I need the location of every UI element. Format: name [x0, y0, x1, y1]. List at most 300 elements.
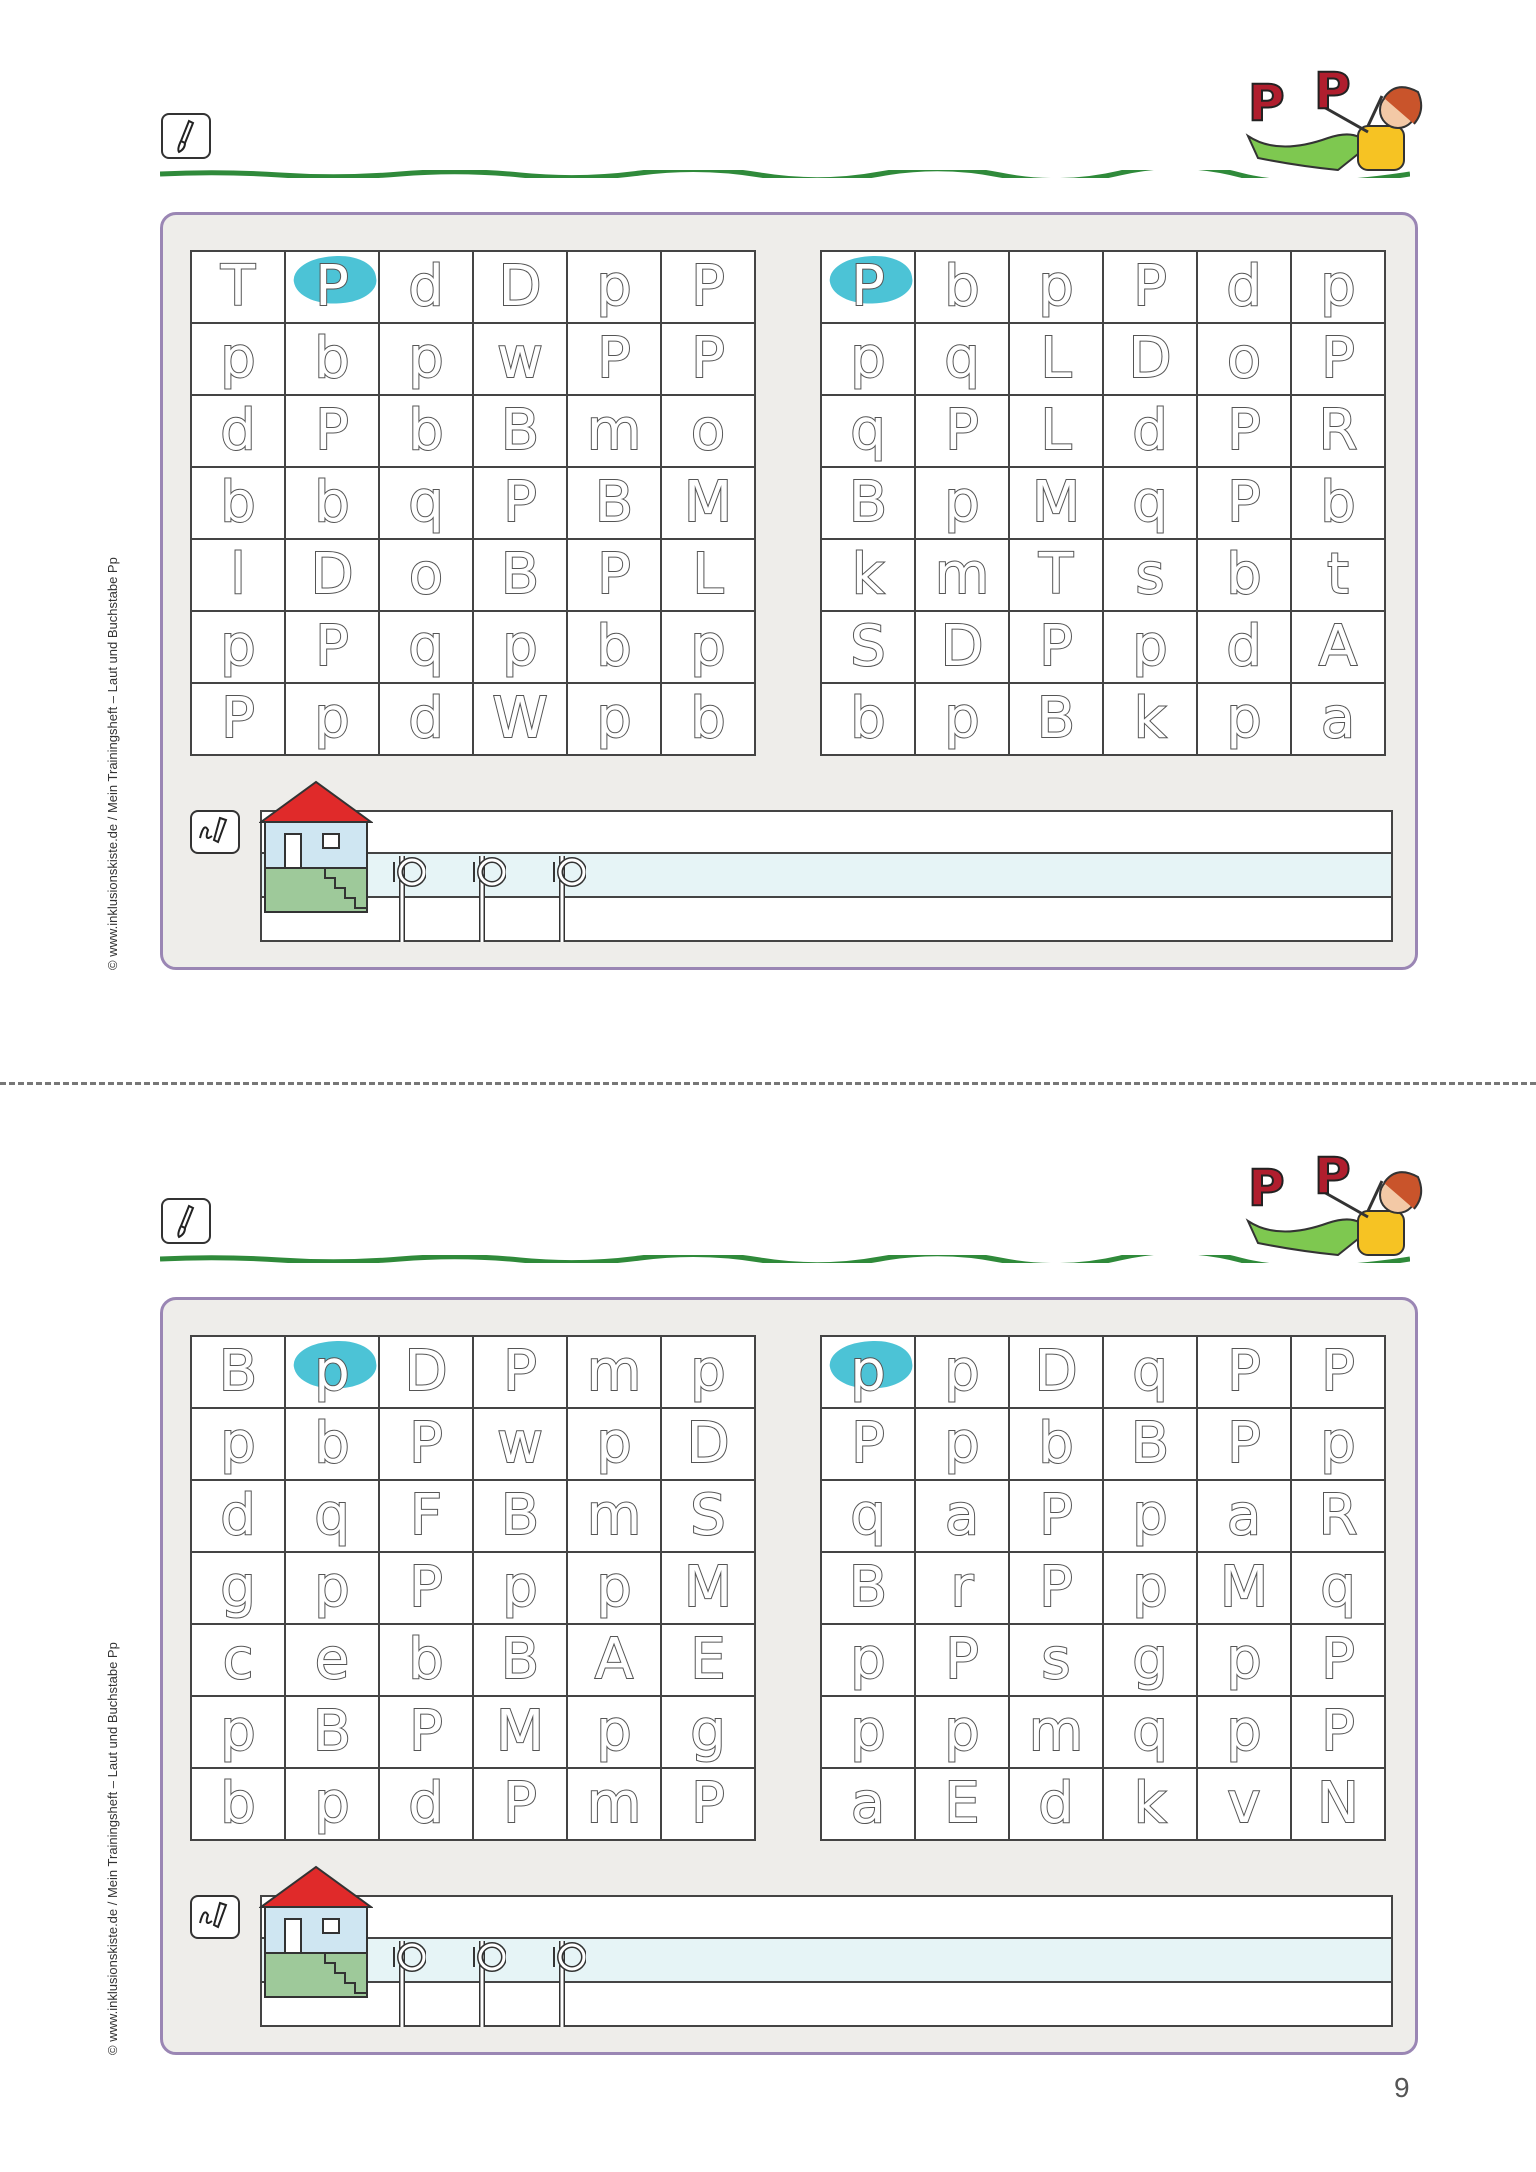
letter-cell[interactable] — [568, 684, 662, 756]
letter-cell[interactable] — [380, 1697, 474, 1769]
letter-cell[interactable] — [916, 1625, 1010, 1697]
letter-cell[interactable] — [474, 324, 568, 396]
letter: p — [944, 686, 980, 751]
letter: p — [690, 614, 726, 679]
letter-cell[interactable] — [916, 684, 1010, 756]
letter-cell[interactable] — [1010, 396, 1104, 468]
letter: L — [1040, 326, 1072, 391]
letter: p — [1132, 1483, 1168, 1548]
letter-cell[interactable] — [1292, 1625, 1386, 1697]
letter: c — [222, 1627, 254, 1692]
letter-cell[interactable] — [1010, 1769, 1104, 1841]
letter-cell[interactable] — [822, 1553, 916, 1625]
letter-cell[interactable] — [1104, 684, 1198, 756]
letter: P — [1039, 1555, 1073, 1620]
letter-cell[interactable] — [1198, 468, 1292, 540]
letter-cell[interactable] — [1104, 1769, 1198, 1841]
letter-cell[interactable] — [822, 324, 916, 396]
letter-cell[interactable] — [192, 468, 286, 540]
letter: M — [1219, 1555, 1269, 1620]
letter-cell[interactable] — [1292, 1553, 1386, 1625]
letter: B — [500, 542, 540, 607]
letter-cell[interactable] — [568, 1553, 662, 1625]
letter-cell[interactable] — [1198, 1481, 1292, 1553]
letter-cell[interactable] — [1104, 1697, 1198, 1769]
letter: p — [314, 1771, 350, 1836]
letter-cell[interactable] — [192, 1697, 286, 1769]
letter-cell[interactable] — [286, 396, 380, 468]
letter-cell[interactable] — [192, 324, 286, 396]
letter-cell[interactable] — [1104, 1625, 1198, 1697]
letter-cell[interactable] — [474, 252, 568, 324]
letter: F — [409, 1483, 443, 1548]
tracing-p-icon — [550, 1937, 586, 2029]
letter-cell[interactable] — [1104, 1337, 1198, 1409]
letter: p — [1226, 1627, 1262, 1692]
letter-cell[interactable] — [380, 324, 474, 396]
house-icon — [259, 780, 373, 942]
letter-cell[interactable] — [474, 612, 568, 684]
letter: P — [1227, 398, 1261, 463]
letter: L — [1040, 398, 1072, 463]
letter-cell[interactable] — [822, 1625, 916, 1697]
letter-cell[interactable] — [474, 1697, 568, 1769]
letter: q — [1132, 1339, 1168, 1404]
letter: P — [221, 686, 255, 751]
letter: B — [848, 1555, 888, 1620]
letter: b — [220, 470, 256, 535]
letter-cell[interactable] — [1010, 540, 1104, 612]
letter-cell[interactable] — [1104, 468, 1198, 540]
letter: p — [502, 614, 538, 679]
letter: B — [594, 470, 634, 535]
letter: P — [315, 398, 349, 463]
letter-cell[interactable] — [822, 1481, 916, 1553]
letter: p — [1132, 614, 1168, 679]
letter-cell[interactable] — [1292, 612, 1386, 684]
letter: P — [1321, 1627, 1355, 1692]
letter: p — [850, 1627, 886, 1692]
letter: p — [850, 1699, 886, 1764]
letter-cell[interactable] — [822, 1769, 916, 1841]
letter: B — [500, 1627, 540, 1692]
letter: P — [409, 1555, 443, 1620]
letter-cell[interactable] — [822, 540, 916, 612]
letter-cell[interactable] — [380, 1769, 474, 1841]
letter-cell[interactable] — [916, 1769, 1010, 1841]
letter: d — [1132, 398, 1168, 463]
letter: D — [1128, 326, 1172, 391]
page-number: 9 — [1394, 2072, 1410, 2103]
letter: t — [1327, 542, 1349, 607]
letter-cell[interactable] — [474, 1409, 568, 1481]
letter: b — [314, 1411, 350, 1476]
letter: D — [404, 1339, 448, 1404]
letter-cell[interactable] — [1010, 324, 1104, 396]
letter-cell[interactable] — [916, 612, 1010, 684]
letter: P — [1133, 254, 1167, 319]
mascot-letter-2: P — [1314, 66, 1351, 120]
letter: p — [1320, 254, 1356, 319]
letter: P — [503, 1339, 537, 1404]
letter: b — [314, 470, 350, 535]
letter: b — [1038, 1411, 1074, 1476]
letter-cell[interactable] — [1010, 1697, 1104, 1769]
letter: o — [690, 398, 726, 463]
letter-cell[interactable] — [1104, 252, 1198, 324]
letter-cell[interactable] — [474, 1337, 568, 1409]
letter-cell[interactable] — [1292, 540, 1386, 612]
letter-cell[interactable] — [568, 396, 662, 468]
letter-cell[interactable] — [1292, 1409, 1386, 1481]
letter-cell[interactable] — [286, 324, 380, 396]
letter-cell[interactable] — [1198, 1697, 1292, 1769]
brush-icon — [161, 1198, 211, 1244]
letter-cell[interactable] — [286, 612, 380, 684]
letter-cell[interactable] — [1104, 1481, 1198, 1553]
letter: l — [230, 542, 246, 607]
mascot-letter-2: P — [1314, 1151, 1351, 1205]
letter-cell[interactable] — [1010, 1409, 1104, 1481]
letter: m — [586, 1771, 642, 1836]
letter: p — [850, 1339, 886, 1404]
letter-cell[interactable] — [474, 540, 568, 612]
letter-cell[interactable] — [662, 1409, 756, 1481]
letter-cell[interactable] — [916, 468, 1010, 540]
letter-cell[interactable] — [1292, 396, 1386, 468]
letter-cell[interactable] — [474, 1625, 568, 1697]
letter-cell[interactable] — [568, 1409, 662, 1481]
letter-cell[interactable] — [662, 1553, 756, 1625]
letter: p — [220, 326, 256, 391]
letter: w — [497, 1411, 543, 1476]
letter: b — [220, 1771, 256, 1836]
letter: b — [690, 686, 726, 751]
letter: W — [492, 686, 548, 751]
letter-grid — [190, 250, 756, 756]
letter-cell[interactable] — [822, 252, 916, 324]
letter: P — [1321, 326, 1355, 391]
letter-cell[interactable] — [822, 612, 916, 684]
letter-cell[interactable] — [192, 1553, 286, 1625]
letter-cell[interactable] — [1010, 1625, 1104, 1697]
letter-cell[interactable] — [1198, 1337, 1292, 1409]
letter-cell[interactable] — [380, 1409, 474, 1481]
brush-icon — [161, 113, 211, 159]
letter-cell[interactable] — [1292, 684, 1386, 756]
letter-cell[interactable] — [380, 252, 474, 324]
letter-cell[interactable] — [286, 1553, 380, 1625]
letter: R — [1318, 1483, 1358, 1548]
copyright-text: © www.inklusionskiste.de / Mein Trainingsheft – Laut und Buchstabe Pp — [105, 557, 120, 970]
letter-cell[interactable] — [192, 1409, 286, 1481]
letter: d — [408, 254, 444, 319]
letter-grid — [820, 1335, 1386, 1841]
letter-cell[interactable] — [286, 540, 380, 612]
letter-cell[interactable] — [380, 396, 474, 468]
letter: b — [850, 686, 886, 751]
letter-cell[interactable] — [286, 1625, 380, 1697]
letter: P — [691, 254, 725, 319]
letter-cell[interactable] — [662, 252, 756, 324]
letter: e — [314, 1627, 350, 1692]
letter-cell[interactable] — [916, 324, 1010, 396]
letter-cell[interactable] — [1104, 1409, 1198, 1481]
letter-cell[interactable] — [1292, 324, 1386, 396]
letter: S — [850, 614, 886, 679]
letter-cell[interactable] — [1198, 1553, 1292, 1625]
writing-band — [262, 1937, 1391, 1983]
letter-cell[interactable] — [1104, 540, 1198, 612]
letter: D — [1034, 1339, 1078, 1404]
letter: P — [1039, 1483, 1073, 1548]
letter-cell[interactable] — [192, 252, 286, 324]
exercise-panel — [160, 212, 1418, 970]
letter-cell[interactable] — [822, 396, 916, 468]
letter-cell[interactable] — [662, 396, 756, 468]
letter-cell[interactable] — [822, 468, 916, 540]
letter: p — [220, 1411, 256, 1476]
letter-cell[interactable] — [916, 1337, 1010, 1409]
letter-cell[interactable] — [474, 468, 568, 540]
letter: p — [944, 1411, 980, 1476]
letter: D — [498, 254, 542, 319]
letter: P — [597, 326, 631, 391]
letter-cell[interactable] — [380, 468, 474, 540]
letter-cell[interactable] — [916, 1697, 1010, 1769]
letter-cell[interactable] — [822, 1337, 916, 1409]
letter-cell[interactable] — [474, 1553, 568, 1625]
letter: p — [1226, 1699, 1262, 1764]
letter-cell[interactable] — [1292, 1769, 1386, 1841]
letter-cell[interactable] — [568, 252, 662, 324]
letter: P — [691, 1771, 725, 1836]
letter: A — [594, 1627, 634, 1692]
letter-cell[interactable] — [662, 540, 756, 612]
letter-cell[interactable] — [1198, 252, 1292, 324]
writing-band — [262, 852, 1391, 898]
letter: q — [408, 614, 444, 679]
letter-cell[interactable] — [568, 1625, 662, 1697]
letter-cell[interactable] — [1010, 684, 1104, 756]
letter: p — [220, 614, 256, 679]
letter-cell[interactable] — [474, 684, 568, 756]
letter: s — [1041, 1627, 1071, 1692]
letter: P — [315, 614, 349, 679]
letter: d — [1226, 254, 1262, 319]
letter-cell[interactable] — [1010, 612, 1104, 684]
letter: p — [596, 254, 632, 319]
letter-cell[interactable] — [380, 1481, 474, 1553]
letter-cell[interactable] — [380, 1553, 474, 1625]
letter: D — [310, 542, 354, 607]
worksheet-top — [0, 0, 1536, 1000]
letter: M — [683, 1555, 733, 1620]
letter-cell[interactable] — [1292, 1337, 1386, 1409]
letter-cell[interactable] — [1198, 1769, 1292, 1841]
letter-cell[interactable] — [1104, 324, 1198, 396]
letter-cell[interactable] — [380, 1337, 474, 1409]
letter: A — [1318, 614, 1358, 679]
letter: p — [314, 686, 350, 751]
letter: p — [1038, 254, 1074, 319]
letter-cell[interactable] — [568, 540, 662, 612]
letter-cell[interactable] — [1292, 1481, 1386, 1553]
letter: E — [944, 1771, 980, 1836]
letter-cell[interactable] — [286, 684, 380, 756]
letter-cell[interactable] — [662, 1697, 756, 1769]
letter-cell[interactable] — [286, 1409, 380, 1481]
letter-cell[interactable] — [1104, 612, 1198, 684]
letter-cell[interactable] — [568, 1481, 662, 1553]
letter-cell[interactable] — [1198, 1409, 1292, 1481]
letter-cell[interactable] — [568, 324, 662, 396]
letter-cell[interactable] — [662, 324, 756, 396]
letter-cell[interactable] — [1292, 1697, 1386, 1769]
letter-cell[interactable] — [474, 1769, 568, 1841]
letter: P — [409, 1411, 443, 1476]
letter-cell[interactable] — [1198, 324, 1292, 396]
letter: g — [690, 1699, 726, 1764]
letter-cell[interactable] — [192, 1625, 286, 1697]
letter: B — [218, 1339, 258, 1404]
writing-line[interactable] — [260, 810, 1393, 942]
letter-cell[interactable] — [192, 1481, 286, 1553]
letter: m — [586, 1339, 642, 1404]
letter: q — [850, 398, 886, 463]
letter-cell[interactable] — [286, 1697, 380, 1769]
letter: P — [945, 398, 979, 463]
letter: T — [220, 254, 256, 319]
letter-cell[interactable] — [1104, 1553, 1198, 1625]
letter-cell[interactable] — [662, 612, 756, 684]
letter-cell[interactable] — [286, 468, 380, 540]
copyright-text: © www.inklusionskiste.de / Mein Trainingsheft – Laut und Buchstabe Pp — [105, 1642, 120, 2055]
letter-cell[interactable] — [1292, 252, 1386, 324]
letter-cell[interactable] — [822, 1409, 916, 1481]
letter-cell[interactable] — [380, 684, 474, 756]
letter: B — [500, 1483, 540, 1548]
pen-icon — [190, 1895, 240, 1939]
letter: p — [850, 326, 886, 391]
letter-cell[interactable] — [286, 252, 380, 324]
letter-cell[interactable] — [1010, 252, 1104, 324]
letter: p — [596, 1555, 632, 1620]
letter-cell[interactable] — [1198, 1625, 1292, 1697]
letter: P — [503, 1771, 537, 1836]
letter-cell[interactable] — [192, 396, 286, 468]
letter-cell[interactable] — [1104, 396, 1198, 468]
letter-cell[interactable] — [192, 540, 286, 612]
letter-cell[interactable] — [380, 1625, 474, 1697]
letter-cell[interactable] — [1198, 540, 1292, 612]
letter: P — [851, 1411, 885, 1476]
letter-cell[interactable] — [286, 1769, 380, 1841]
letter-cell[interactable] — [1010, 1553, 1104, 1625]
letter-cell[interactable] — [474, 396, 568, 468]
letter-cell[interactable] — [916, 1409, 1010, 1481]
letter-cell[interactable] — [662, 1625, 756, 1697]
letter-cell[interactable] — [380, 540, 474, 612]
letter-cell[interactable] — [916, 540, 1010, 612]
letter-cell[interactable] — [1010, 1337, 1104, 1409]
letter-cell[interactable] — [1010, 1481, 1104, 1553]
exercise-panel — [160, 1297, 1418, 2055]
letter-cell[interactable] — [662, 468, 756, 540]
letter-cell[interactable] — [662, 1337, 756, 1409]
letter: d — [1038, 1771, 1074, 1836]
letter-cell[interactable] — [192, 1769, 286, 1841]
letter: B — [312, 1699, 352, 1764]
letter: p — [408, 326, 444, 391]
letter: P — [1039, 614, 1073, 679]
letter-cell[interactable] — [568, 1337, 662, 1409]
letter: r — [950, 1555, 974, 1620]
letter-cell[interactable] — [568, 468, 662, 540]
letter-cell[interactable] — [1198, 612, 1292, 684]
letter: q — [944, 326, 980, 391]
letter-cell[interactable] — [474, 1481, 568, 1553]
writing-line[interactable] — [260, 1895, 1393, 2027]
letter: P — [409, 1699, 443, 1764]
letter-cell[interactable] — [916, 396, 1010, 468]
letter: p — [1226, 686, 1262, 751]
letter: b — [1226, 542, 1262, 607]
letter-cell[interactable] — [380, 612, 474, 684]
letter: p — [596, 1699, 632, 1764]
letter-cell[interactable] — [1010, 468, 1104, 540]
letter: b — [408, 1627, 444, 1692]
letter-cell[interactable] — [822, 1697, 916, 1769]
letter-cell[interactable] — [1292, 468, 1386, 540]
letter-cell[interactable] — [568, 1769, 662, 1841]
letter: k — [1133, 1771, 1167, 1836]
mascot-letter-1: P — [1248, 1159, 1285, 1217]
letter: q — [408, 470, 444, 535]
pen-icon — [190, 810, 240, 854]
tracing-p-icon — [470, 1937, 506, 2029]
letter: b — [1320, 470, 1356, 535]
letter: p — [1132, 1555, 1168, 1620]
letter-cell[interactable] — [822, 684, 916, 756]
mascot-letter-1: P — [1248, 74, 1285, 132]
letter-grid — [820, 250, 1386, 756]
letter-cell[interactable] — [192, 684, 286, 756]
letter-cell[interactable] — [568, 1697, 662, 1769]
letter: m — [934, 542, 990, 607]
worksheet-bottom — [0, 1085, 1536, 2085]
letter: p — [1320, 1411, 1356, 1476]
letter-cell[interactable] — [662, 1481, 756, 1553]
letter-cell[interactable] — [916, 252, 1010, 324]
letter-cell[interactable] — [568, 612, 662, 684]
letter: P — [315, 254, 349, 319]
letter-cell[interactable] — [286, 1481, 380, 1553]
letter-cell[interactable] — [286, 1337, 380, 1409]
letter-cell[interactable] — [662, 684, 756, 756]
letter-cell[interactable] — [192, 1337, 286, 1409]
letter: P — [1227, 1339, 1261, 1404]
letter-cell[interactable] — [662, 1769, 756, 1841]
letter: p — [944, 1339, 980, 1404]
letter-cell[interactable] — [1198, 684, 1292, 756]
letter: p — [944, 470, 980, 535]
letter-cell[interactable] — [916, 1481, 1010, 1553]
letter: M — [683, 470, 733, 535]
letter-cell[interactable] — [916, 1553, 1010, 1625]
letter-cell[interactable] — [1198, 396, 1292, 468]
letter-cell[interactable] — [192, 612, 286, 684]
